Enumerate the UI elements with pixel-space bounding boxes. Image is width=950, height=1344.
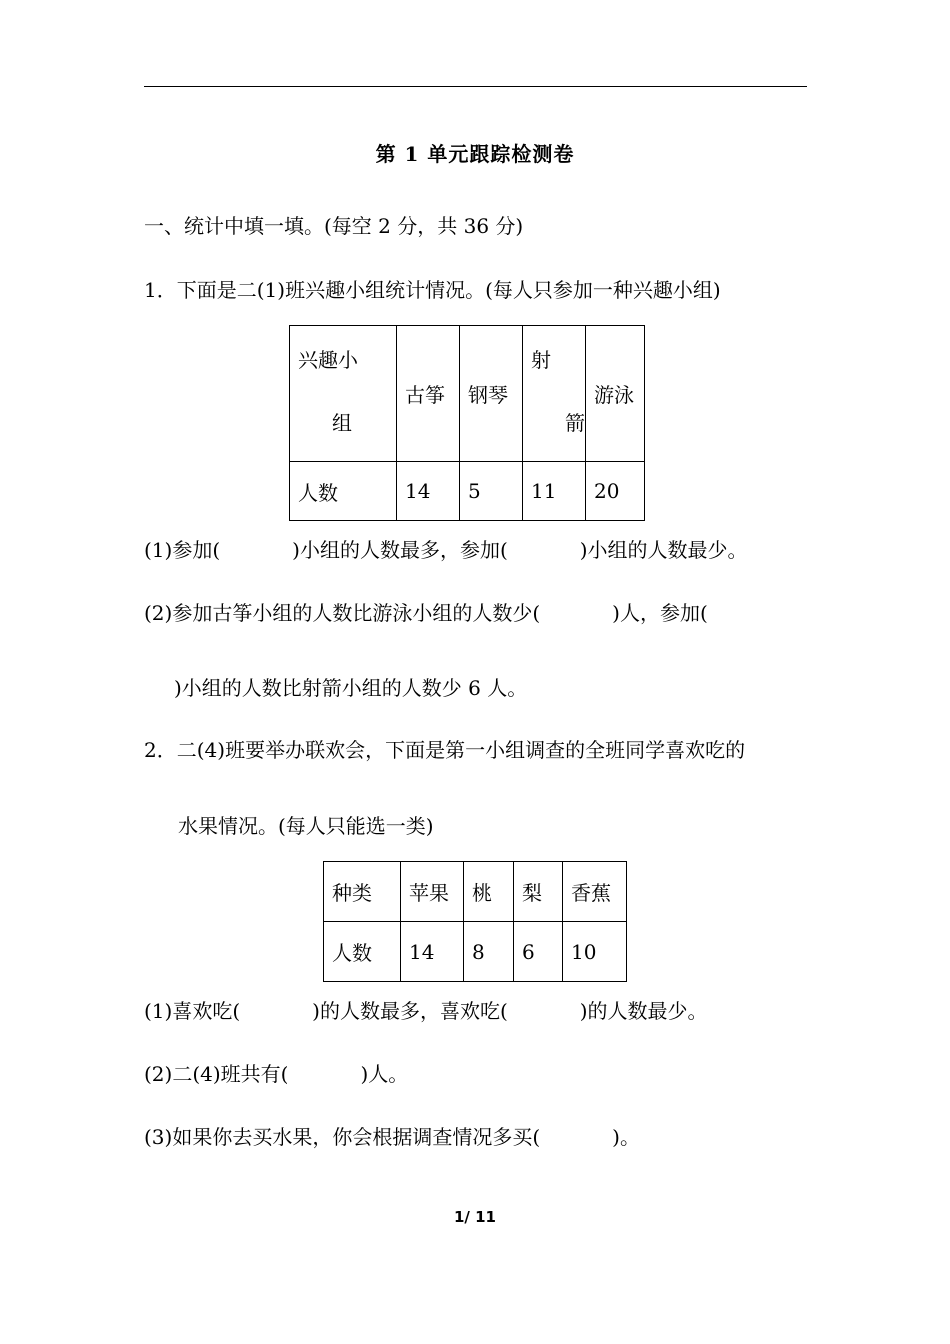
table-cell: 人数 <box>290 462 397 521</box>
question-1 <box>144 280 721 300</box>
question-2 <box>144 740 745 760</box>
sub-text: )人。 <box>360 1062 409 1086</box>
q2-sub2 <box>144 1064 408 1084</box>
sub-text: )小组的人数最少。 <box>579 538 748 562</box>
header-cell-part: 射 <box>531 348 551 372</box>
section-heading: 一、统计中填一填。(每空 2 分，共 36 分) <box>144 214 524 238</box>
fruit-table <box>323 861 627 982</box>
sub-text: (2)二(4)班共有( <box>144 1062 289 1086</box>
table-cell: 人数 <box>324 922 401 982</box>
table-cell: 10 <box>563 922 627 982</box>
table-cell: 14 <box>397 462 460 521</box>
table-header-cell <box>290 326 397 462</box>
table-cell: 5 <box>460 462 523 521</box>
question-text: 二(4)班要举办联欢会，下面是第一小组调查的全班同学喜欢吃的 <box>176 738 746 762</box>
table-header-cell: 梨 <box>514 862 563 922</box>
q1-sub1 <box>144 540 748 560</box>
table-cell: 6 <box>514 922 563 982</box>
sub-text: )人，参加( <box>612 601 708 625</box>
table-cell: 11 <box>523 462 586 521</box>
sub-text: )。 <box>612 1125 640 1149</box>
page-title: 第 1 单元跟踪检测卷 <box>375 142 575 166</box>
header-cell-part: 兴趣小 <box>298 348 358 372</box>
q2-sub1 <box>144 1001 708 1021</box>
interest-group-table <box>289 325 645 521</box>
table-header-cell <box>523 326 586 462</box>
q1-sub2 <box>144 603 708 623</box>
table-header-cell: 香蕉 <box>563 862 627 922</box>
sub-text: (1)喜欢吃( <box>144 999 241 1023</box>
sub-text: )的人数最少。 <box>579 999 708 1023</box>
table-header-cell: 桃 <box>464 862 514 922</box>
sub-text: )小组的人数最多，参加( <box>292 538 508 562</box>
table-cell: 20 <box>586 462 645 521</box>
table-header-cell: 种类 <box>324 862 401 922</box>
header-cell-part: 箭 <box>565 411 585 435</box>
question-number: 2． <box>144 738 177 762</box>
sub-text: (2)参加古筝小组的人数比游泳小组的人数少( <box>144 601 541 625</box>
header-cell-part: 组 <box>332 411 352 435</box>
question-2-continued: 水果情况。(每人只能选一类) <box>178 814 434 838</box>
page-number: 1/ 11 <box>453 1208 496 1226</box>
sub-text: (1)参加( <box>144 538 221 562</box>
table-header-cell: 游泳 <box>586 326 645 462</box>
question-text: 下面是二(1)班兴趣小组统计情况。(每人只参加一种兴趣小组) <box>176 278 721 302</box>
table-header-cell: 钢琴 <box>460 326 523 462</box>
question-number: 1． <box>144 278 177 302</box>
header-rule <box>144 86 807 87</box>
sub-text: (3)如果你去买水果，你会根据调查情况多买( <box>144 1125 541 1149</box>
sub-text: )的人数最多，喜欢吃( <box>312 999 508 1023</box>
q2-sub3 <box>144 1127 640 1147</box>
table-header-cell: 古筝 <box>397 326 460 462</box>
table-header-cell: 苹果 <box>401 862 464 922</box>
table-cell: 8 <box>464 922 514 982</box>
q1-sub2-continued: )小组的人数比射箭小组的人数少 6 人。 <box>174 676 528 700</box>
table-cell: 14 <box>401 922 464 982</box>
